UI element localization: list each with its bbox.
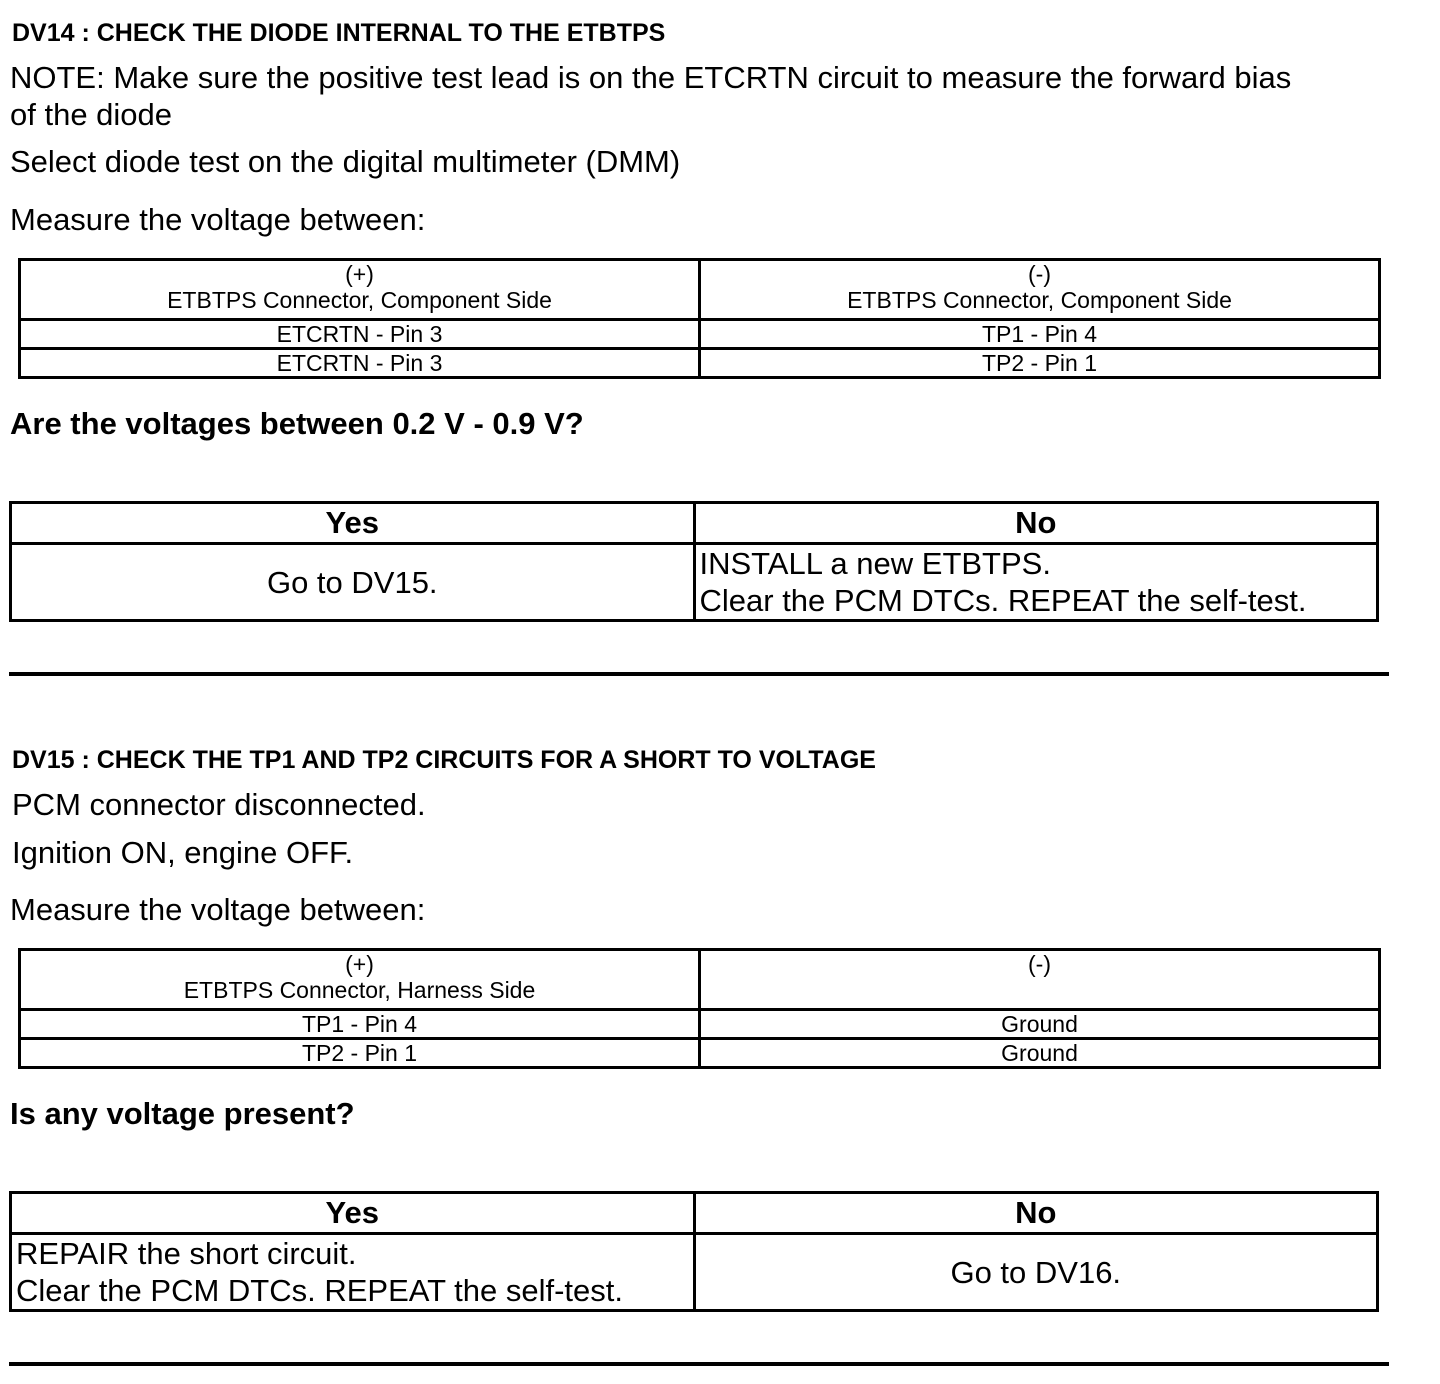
positive-connector-label: ETBTPS Connector, Harness Side — [183, 977, 536, 1003]
dv15-decision-table — [9, 1191, 1379, 1312]
dv15-positive-header — [20, 950, 700, 1010]
dv15-measure-instruction: Measure the voltage between: — [10, 892, 426, 927]
yes-header: Yes — [11, 1193, 695, 1234]
negative-pin-cell: TP1 - Pin 4 — [700, 320, 1380, 349]
dv14-positive-header — [20, 260, 700, 320]
positive-symbol: (+) — [345, 951, 374, 977]
no-header: No — [694, 1193, 1378, 1234]
table-row — [20, 320, 1380, 349]
negative-symbol: (-) — [1028, 261, 1051, 287]
table-row — [20, 1010, 1380, 1039]
negative-pin-cell: Ground — [700, 1010, 1380, 1039]
yes-action-cell: Go to DV15. — [11, 544, 695, 621]
dv14-select-instruction: Select diode test on the digital multimeter (DMM) — [10, 144, 681, 179]
table-row — [20, 1039, 1380, 1068]
dv14-note-line2: of the diode — [10, 97, 173, 132]
positive-symbol: (+) — [345, 261, 374, 287]
positive-pin-cell: ETCRTN - Pin 3 — [20, 320, 700, 349]
yes-action-line1: REPAIR the short circuit. — [16, 1236, 357, 1271]
negative-pin-cell: TP2 - Pin 1 — [700, 349, 1380, 378]
negative-pin-cell: Ground — [700, 1039, 1380, 1068]
no-action-cell — [694, 544, 1378, 621]
dv15-line2: Ignition ON, engine OFF. — [12, 835, 354, 870]
positive-pin-cell: TP1 - Pin 4 — [20, 1010, 700, 1039]
dv14-measurement-table — [18, 258, 1381, 379]
negative-symbol: (-) — [1028, 951, 1051, 977]
yes-action-line2: Clear the PCM DTCs. REPEAT the self-test. — [16, 1273, 623, 1308]
no-action-cell: Go to DV16. — [694, 1234, 1378, 1311]
no-action-line1: INSTALL a new ETBTPS. — [699, 546, 1051, 581]
yes-action-cell — [11, 1234, 695, 1311]
dv15-measurement-table — [18, 948, 1381, 1069]
dv15-heading: DV15 : CHECK THE TP1 AND TP2 CIRCUITS FOR A SHORT TO VOLTAGE — [12, 746, 876, 774]
yes-header: Yes — [11, 503, 695, 544]
section-divider — [9, 672, 1389, 676]
dv14-heading: DV14 : CHECK THE DIODE INTERNAL TO THE ETBTPS — [12, 19, 666, 47]
dv14-note-line1: NOTE: Make sure the positive test lead is on the ETCRTN circuit to measure the forward bias — [10, 60, 1292, 95]
positive-pin-cell: ETCRTN - Pin 3 — [20, 349, 700, 378]
dv15-line1: PCM connector disconnected. — [12, 787, 426, 822]
positive-pin-cell: TP2 - Pin 1 — [20, 1039, 700, 1068]
dv15-question: Is any voltage present? — [10, 1096, 355, 1131]
dv15-negative-header — [700, 950, 1380, 1010]
dv14-decision-table — [9, 501, 1379, 622]
positive-connector-label: ETBTPS Connector, Component Side — [167, 287, 552, 313]
dv14-negative-header — [700, 260, 1380, 320]
table-row — [20, 349, 1380, 378]
no-action-line2: Clear the PCM DTCs. REPEAT the self-test. — [699, 583, 1307, 618]
no-header: No — [694, 503, 1378, 544]
negative-connector-label: ETBTPS Connector, Component Side — [847, 287, 1232, 313]
section-divider — [9, 1362, 1389, 1366]
dv14-measure-instruction: Measure the voltage between: — [10, 202, 426, 237]
dv14-question: Are the voltages between 0.2 V - 0.9 V? — [10, 406, 584, 441]
